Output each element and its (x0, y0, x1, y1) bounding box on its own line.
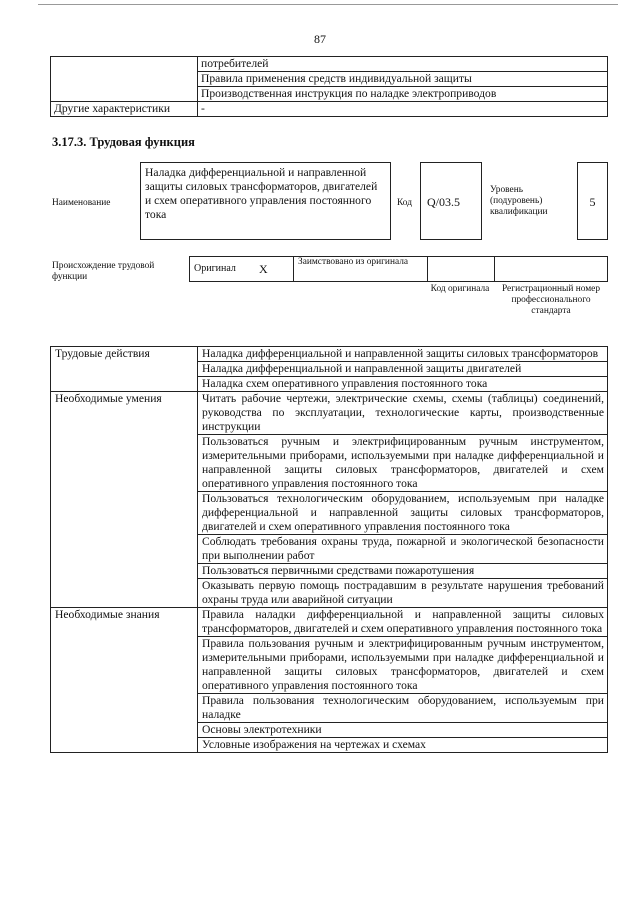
table-cell: Пользоваться первичными средствами пожаротушения (198, 564, 608, 579)
level-box: 5 (577, 162, 608, 240)
original-mark: X (255, 257, 294, 282)
code-original-label: Код оригинала (430, 284, 490, 294)
function-name-box: Наладка дифференциальной и направленной защиты силовых трансформаторов, двигателей и схем оперативного управления постоянного тока (140, 162, 391, 240)
table-cell: Производственная инструкция по наладке электроприводов (198, 87, 608, 102)
required-knowledge-label: Необходимые знания (51, 608, 198, 753)
name-label: Наименование (52, 198, 111, 208)
table-row (51, 608, 608, 637)
table-cell: Соблюдать требования охраны труда, пожарной и экологической безопасности при выполнении работ (198, 535, 608, 564)
reg-number-label: Регистрационный номер профессионального стандарта (501, 284, 601, 316)
table-cell: Читать рабочие чертежи, электрические схемы, схемы (таблицы) соединений, руководства по эксплуатации, технологические карты, производственные инструкции (198, 392, 608, 435)
other-characteristics-label: Другие характеристики (51, 102, 198, 117)
table-cell: Наладка схем оперативного управления постоянного тока (198, 377, 608, 392)
reg-number-cell (495, 257, 608, 282)
code-label: Код (397, 198, 412, 208)
table-cell: Правила наладки дифференциальной и направленной защиты силовых трансформаторов, двигателей и схем оперативного управления постоянного тока (198, 608, 608, 637)
table-row (51, 102, 608, 117)
table-row (190, 257, 608, 282)
table-cell: Правила пользования технологическим оборудованием, используемым при наладке (198, 694, 608, 723)
table-cell: Пользоваться ручным и электрифицированным ручным инструментом, измерительными приборами, используемыми при наладке дифференциальной и направленной защиты силовых трансформаторов, двигателей и схем оперативного управления постоянного тока (198, 435, 608, 492)
table-row (51, 347, 608, 362)
top-rule (38, 4, 618, 5)
table-cell: Наладка дифференциальной и направленной защиты силовых трансформаторов (198, 347, 608, 362)
table-cell: Правила применения средств индивидуальной защиты (198, 72, 608, 87)
characteristics-table (50, 56, 608, 117)
table-cell: Основы электротехники (198, 723, 608, 738)
labor-actions-label: Трудовые действия (51, 347, 198, 392)
table-cell: Оказывать первую помощь пострадавшим в результате нарушения требований охраны труда или аварийной ситуации (198, 579, 608, 608)
table-cell: Наладка дифференциальной и направленной защиты двигателей (198, 362, 608, 377)
empty-label-cell (51, 57, 198, 102)
table-cell: потребителей (198, 57, 608, 72)
page-number: 87 (314, 32, 326, 46)
table-row (51, 392, 608, 435)
code-box: Q/03.5 (420, 162, 482, 240)
function-table (50, 346, 608, 753)
table-cell: Пользоваться технологическим оборудованием, используемым при наладке дифференциальной и направленной защиты силовых трансформаторов, двигателей и схем оперативного управления постоянного тока (198, 492, 608, 535)
table-cell: Условные изображения на чертежах и схемах (198, 738, 608, 753)
code-original-cell (428, 257, 495, 282)
level-label: Уровень (подуровень) квалификации (490, 185, 548, 217)
table-cell: Правила пользования ручным и электрифицированным ручным инструментом, измерительными приборами, используемыми при наладке дифференциальной и направленной защиты силовых трансформаторов, двигателей и схем оперативного управления постоянного тока (198, 637, 608, 694)
required-skills-label: Необходимые умения (51, 392, 198, 608)
origin-label: Происхождение трудовой функции (52, 261, 155, 282)
borrowed-label: Заимствовано из оригинала (294, 257, 428, 282)
table-row (51, 57, 608, 72)
table-cell: - (198, 102, 608, 117)
original-label: Оригинал (190, 257, 256, 282)
section-title: 3.17.3. Трудовая функция (52, 135, 195, 149)
origin-table (189, 256, 608, 282)
